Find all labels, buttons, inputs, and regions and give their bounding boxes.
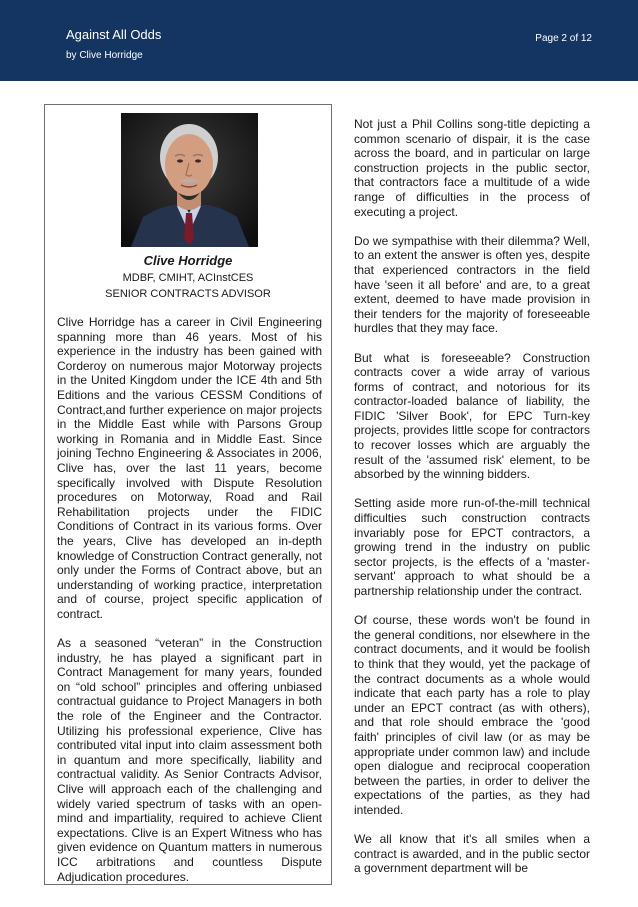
author-name: Clive Horridge xyxy=(143,253,233,268)
article-paragraph: Do we sympathise with their dilemma? Well, to an extent the answer is often yes, despite that experienced contractors in the field have 'seen it all before' and are, to a great extent, deemed to have made provision in their tenders for the majority of foreseeable hurdles that they may face. xyxy=(354,233,590,336)
author-byline: by Clive Horridge xyxy=(66,50,143,61)
author-bio-text xyxy=(57,315,322,899)
article-paragraph: Not just a Phil Collins song-title depicting a common scenario of dispair, it is the case across the board, and in particular on large construction projects in the public sector, that contractors face a multitude of a wide range of difficulties in the process of executing a project. xyxy=(354,117,590,219)
author-role: SENIOR CONTRACTS ADVISOR xyxy=(105,288,271,300)
article-body xyxy=(354,117,590,890)
article-paragraph: Of course, these words won't be found in the general conditions, nor elsewhere in the contract documents, and it would be foolish to think that they would, yet the package of the contract documents as a whole would indicate that each party has a role to play under an EPCT contract (as with others), and that role should embrace the 'good faith' principles of civil law (or as may be appropriate under common law) and include open dialogue and reciprocal cooperation between the parties, in order to deliver the expectations of the parties, as they had intended. xyxy=(354,613,590,817)
author-portrait-image xyxy=(121,113,258,247)
article-paragraph: We all know that it's all smiles when a contract is awarded, and in the public sector a government department will be xyxy=(354,832,590,876)
document-title: Against All Odds xyxy=(66,27,162,42)
bio-paragraph: As a seasoned “veteran” in the Construction industry, he has played a significant part in Contract Management for many years, founded on “old school” principles and offering unbiased contractual guidance to Project Managers in both the role of the Engineer and the Contractor. Utilizing his professional experience, Clive has contributed vital input into claim assessment both in quantum and more specifically, liability and contractual validity. As Senior Contracts Advisor, Clive will approach each of the challenging and widely varied spectrum of tasks with an open-mind and impartiality, required to achieve Client expectations. Clive is an Expert Witness who has given evidence on Quantum matters in numerous ICC arbitrations and countless Dispute Adjudication procedures. xyxy=(57,636,322,884)
article-paragraph: But what is foreseeable? Construction contracts cover a wide array of various forms of contract, and notorious for its contractor-loaded balance of liability, the FIDIC 'Silver Book', for EPC Turn-key projects, provides little scope for contractors to recover losses which are arguably the result of the 'assumed risk' element, to be absorbed by the winning bidders. xyxy=(354,350,590,482)
bio-paragraph: Clive Horridge has a career in Civil Engineering spanning more than 46 years. Most of his experience in the industry has been gained with Corderoy on numerous major Motorway projects in the United Kingdom under the ICE 4th and 5th Editions and the various CESSM Conditions of Contract,and further experience on major projects in the Middle East while with Parsons Group working in Romania and in Middle East. Since joining Techno Engineering & Associates in 2006, Clive has, over the last 11 years, become specifically involved with Dispute Resolution procedures on Motorway, Road and Rail Rehabilitation projects under the FIDIC Conditions of Contract in its various forms. Over the years, Clive has developed an in-depth knowledge of Construction Contract generally, not only under the Forms of Contract above, but an understanding of working practice, interpretation and of course, project specific application of contract. xyxy=(57,315,322,621)
page-header xyxy=(0,0,638,81)
page-number: Page 2 of 12 xyxy=(535,33,592,44)
author-bio-box xyxy=(44,104,332,885)
author-photo xyxy=(121,113,258,247)
article-paragraph: Setting aside more run-of-the-mill technical difficulties such construction contracts invariably pose for EPCT contractors, a growing trend in the industry on public sector projects, is the effects of a 'master-servant' approach to what should be a partnership relationship under the contract. xyxy=(354,496,590,598)
author-qualifications: MDBF, CMIHT, ACInstCES xyxy=(122,272,254,284)
